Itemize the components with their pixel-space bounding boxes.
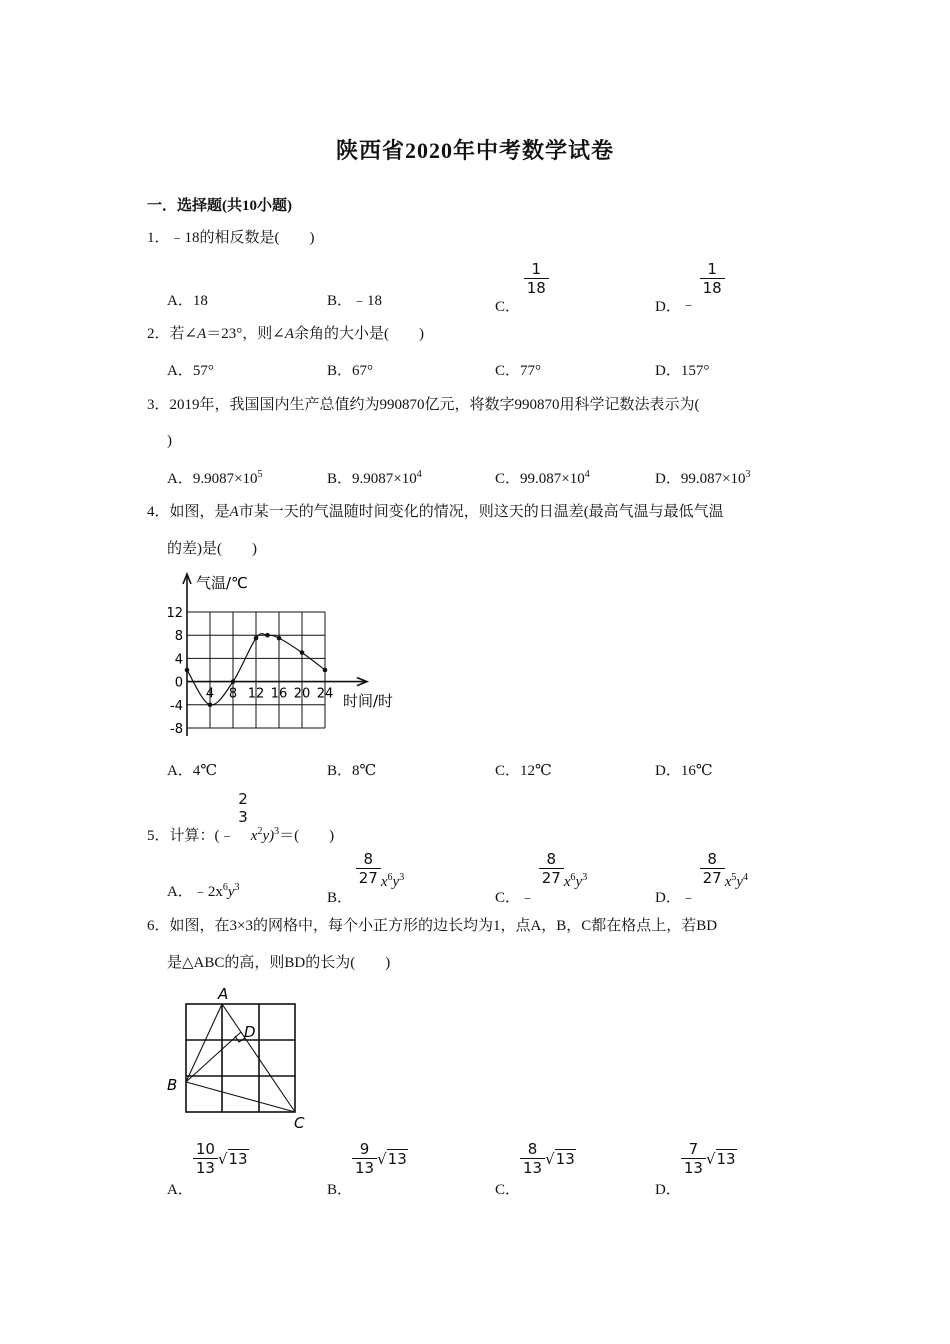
q5-stem-a: 5．计算：(﹣ (147, 828, 235, 845)
q3-d-text: D．99.087×10 (655, 471, 746, 487)
chart-y-label: 气温/℃ (196, 574, 248, 592)
q5-c-x: x (563, 873, 571, 890)
chart-x-label: 时间/时 (343, 692, 394, 710)
q6-b-fraction (352, 1140, 377, 1177)
q6-d-rad: 13 (716, 1149, 736, 1168)
q4-stem-line2: 的差)是( ) (167, 541, 257, 557)
y-tick-label: -8 (170, 722, 183, 737)
x-tick-label: 16 (270, 686, 288, 702)
q1-c-den: 18 (524, 278, 549, 297)
q5-y: y) (262, 828, 275, 845)
q6-d-label: D． (655, 1181, 681, 1198)
q2-stem-b: ＝23°，则∠ (206, 326, 285, 342)
section-heading: 一．选择题(共10小题) (147, 198, 292, 214)
q6-option-a (167, 1140, 249, 1198)
q1-d-label: D． (655, 298, 681, 315)
x-tick-label: 24 (316, 686, 334, 702)
q6-b-rad: 13 (387, 1149, 407, 1168)
q5-d-y: y (736, 873, 744, 890)
q1-c-num: 1 (531, 260, 542, 278)
q2-stem-a: 2．若∠ (147, 326, 198, 342)
q4-a-text: A．4℃ (167, 763, 218, 779)
q5-stem-d: ＝( ) (279, 828, 335, 845)
q3-a-exp: 5 (257, 469, 263, 480)
q3-b-exp: 4 (416, 469, 422, 480)
data-point (208, 703, 213, 708)
page-title: 陕西省2020年中考数学试卷 (335, 138, 614, 163)
q5-outer-exp: 3 (274, 826, 280, 838)
q3-b-text: B．9.9087×10 (327, 471, 417, 487)
q6-c-sqrt: √13 (545, 1149, 575, 1168)
grid-triangle-figure (160, 982, 320, 1132)
q5-d-e1: 5 (731, 871, 737, 883)
q6-d-den: 13 (681, 1158, 706, 1177)
q1-d-fraction (700, 260, 725, 297)
q5-b-den: 27 (356, 868, 381, 887)
q5-b-fraction (356, 850, 381, 887)
q6-a-fraction (193, 1140, 218, 1177)
q6-stem-line1: 6．如图，在3×3的网格中，每个小正方形的边长均为1，点A，B，C都在格点上，若BD (147, 918, 718, 934)
q3-stem-line1: 3．2019年，我国国内生产总值约为990870亿元，将数字990870用科学记数法表示为( (147, 397, 700, 413)
label-a: A (218, 985, 229, 1003)
temperature-chart (160, 568, 420, 743)
q5-d-num: 8 (707, 850, 717, 868)
q2-option-d: D．157° (655, 363, 710, 379)
q5-b-y: y (392, 873, 400, 890)
y-tick-label: 4 (174, 652, 183, 668)
q1-option-b: B．﹣18 (327, 293, 383, 309)
q4-stem-b: 市某一天的气温随时间变化的情况，则这天的日温差(最高气温与最低气温 (238, 504, 724, 520)
label-c: C (294, 1114, 305, 1132)
q6-option-d (655, 1140, 737, 1198)
q6-c-den: 13 (520, 1158, 545, 1177)
data-point (185, 668, 190, 673)
q5-option-d (655, 850, 749, 906)
q6-c-num: 8 (527, 1140, 538, 1158)
q1-option-d (655, 260, 725, 315)
q5-d-den: 27 (700, 868, 725, 887)
data-point (323, 668, 328, 673)
label-b: B (167, 1076, 178, 1094)
q5-c-num: 8 (546, 850, 557, 868)
data-point (265, 633, 270, 638)
chart-grid (187, 612, 325, 728)
q4-option-a (167, 759, 217, 780)
q6-b-den: 13 (352, 1158, 377, 1177)
q3-option-d (655, 467, 751, 488)
data-point (277, 636, 282, 641)
q3-option-b (327, 467, 422, 488)
q5-b-e1: 6 (387, 871, 393, 883)
q5-a-e2: 3 (234, 882, 240, 893)
q5-c-label: C．﹣ (495, 889, 536, 906)
q4-option-d: D．16℃ (655, 763, 713, 779)
q5-option-a (167, 880, 240, 901)
q3-a-text: A．9.9087×10 (167, 471, 258, 487)
q2-stem (147, 324, 424, 344)
q3-option-a (167, 467, 263, 488)
q1-d-den: 18 (700, 278, 725, 297)
q6-d-sqrt: √13 (705, 1149, 736, 1168)
q2-stem-var: A (197, 326, 207, 342)
q6-option-b (327, 1140, 408, 1198)
q5-fraction (235, 790, 251, 826)
q2-stem-c: 余角的大小是( ) (294, 326, 424, 342)
q1-option-a: A．18 (167, 293, 208, 309)
q5-num: 2 (238, 790, 248, 808)
q6-a-sqrt: √13 (217, 1149, 248, 1168)
q6-a-num: 10 (195, 1140, 215, 1158)
q1-c-label: C． (495, 298, 521, 315)
q5-x-exp: 2 (257, 826, 263, 838)
q2-option-c: C．77° (495, 363, 542, 379)
q3-c-exp: 4 (584, 469, 590, 480)
q2-option-b: B．67° (327, 363, 374, 379)
data-point (300, 650, 305, 655)
q5-x: x (250, 828, 258, 845)
q5-stem (147, 790, 335, 845)
q6-a-label: A． (167, 1181, 193, 1198)
q5-b-label: B． (327, 889, 353, 906)
x-tick-label: 12 (247, 686, 265, 702)
q4-stem-a: 4．如图，是 (147, 504, 230, 520)
q5-b-e2: 3 (399, 871, 405, 883)
q1-d-num: 1 (707, 260, 717, 278)
q6-b-num: 9 (359, 1140, 370, 1158)
q5-d-x: x (724, 873, 732, 890)
q1-c-fraction (524, 260, 549, 297)
x-tick-label: 8 (228, 686, 238, 702)
data-point (231, 679, 236, 684)
q1-stem: 1．﹣18的相反数是( ) (147, 230, 315, 246)
q3-c-text: C．99.087×10 (495, 471, 585, 487)
q5-option-c (495, 850, 588, 906)
q5-d-label: D．﹣ (655, 889, 696, 906)
triangle-abc (186, 1004, 295, 1112)
q6-b-label: B． (327, 1181, 353, 1198)
q6-stem-line2: 是△ABC的高，则BD的长为( ) (167, 955, 391, 971)
y-tick-label: 12 (166, 606, 183, 621)
q1-option-c (495, 260, 549, 315)
x-tick-label: 4 (205, 686, 215, 702)
q5-c-e1: 6 (570, 871, 576, 883)
q6-c-fraction (520, 1140, 545, 1177)
q2-option-a: A．57° (167, 363, 214, 379)
q5-a-text: A．﹣2x (167, 884, 223, 900)
q6-d-fraction (681, 1140, 706, 1177)
q5-option-b (327, 850, 405, 906)
q1-d-sign: ﹣ (680, 296, 696, 313)
q6-a-den: 13 (193, 1158, 218, 1177)
q4-option-b: B．8℃ (327, 763, 377, 779)
q4-stem-var: A (229, 504, 239, 520)
y-tick-label: 8 (174, 629, 183, 645)
q3-stem-line2: ) (167, 433, 172, 449)
q4-option-c: C．12℃ (495, 763, 552, 779)
q5-b-num: 8 (363, 850, 374, 868)
q4-stem-line1 (147, 502, 724, 522)
label-d: D (244, 1023, 256, 1041)
q5-a-y: y (227, 884, 235, 900)
q5-c-fraction (539, 850, 564, 887)
y-tick-label: -4 (170, 698, 183, 714)
q5-c-e2: 3 (582, 871, 588, 883)
q6-a-rad: 13 (228, 1149, 248, 1168)
q5-a-e1: 6 (222, 882, 228, 893)
q2-stem-var2: A (284, 326, 294, 342)
y-tick-label: 0 (174, 675, 183, 691)
q6-option-c (495, 1140, 576, 1198)
figure-grid (186, 1004, 295, 1112)
q6-b-sqrt: √13 (377, 1149, 407, 1168)
q5-d-e2: 4 (743, 871, 749, 883)
q5-den: 3 (238, 808, 248, 826)
chart-ticks (166, 606, 333, 737)
x-tick-label: 20 (293, 686, 311, 702)
data-point (254, 636, 259, 641)
q6-c-rad: 13 (555, 1149, 575, 1168)
q6-d-num: 7 (688, 1140, 699, 1158)
q6-c-label: C． (495, 1181, 521, 1198)
chart-axes (183, 574, 367, 736)
q5-b-x: x (380, 873, 388, 890)
q5-c-den: 27 (539, 868, 564, 887)
q5-d-fraction (700, 850, 725, 887)
q3-option-c (495, 467, 590, 488)
q3-d-exp: 3 (745, 469, 751, 480)
q5-c-y: y (575, 873, 583, 890)
